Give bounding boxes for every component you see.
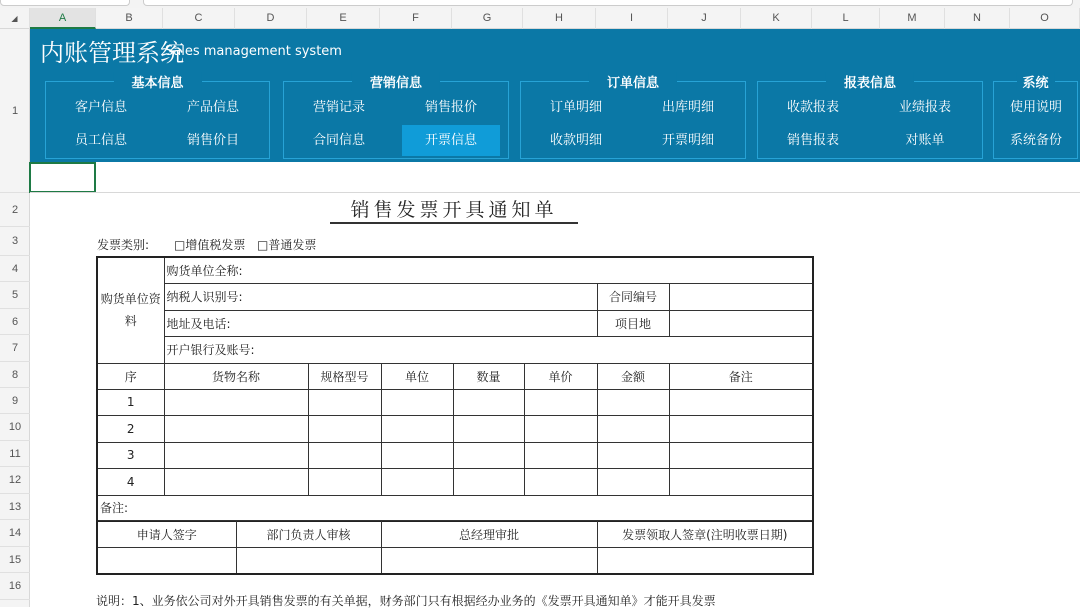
column-header[interactable]: C xyxy=(163,8,235,29)
nav-marketing-records[interactable]: 营销记录 xyxy=(312,100,365,115)
table-row xyxy=(97,468,813,495)
formula-input[interactable] xyxy=(143,0,1073,6)
cell[interactable] xyxy=(453,468,524,495)
group-title: 营销信息 xyxy=(352,72,440,91)
signature-cell[interactable] xyxy=(236,548,381,574)
selected-cell-a1[interactable] xyxy=(29,162,96,193)
table-row xyxy=(97,389,813,415)
column-header[interactable]: E xyxy=(307,8,380,29)
nav-receipt-report[interactable]: 收款报表 xyxy=(786,100,839,115)
line-number: 4 xyxy=(97,468,164,495)
cell[interactable] xyxy=(308,468,381,495)
column-header[interactable]: A xyxy=(30,8,96,29)
cell[interactable] xyxy=(381,442,453,468)
header-cell: 数量 xyxy=(453,363,524,389)
invoice-form-table xyxy=(96,256,814,522)
nav-sales-price[interactable]: 销售价目 xyxy=(186,133,239,148)
form-note: 说明：1、业务依公司对外开具销售发票的有关单据，财务部门只有根据经办业务的《发票开具通知单》才能开具发票 xyxy=(96,594,716,608)
cell[interactable] xyxy=(669,468,813,495)
cell[interactable] xyxy=(308,415,381,442)
remark-field[interactable]: 备注: xyxy=(97,495,813,521)
nav-sales-quote[interactable]: 销售报价 xyxy=(424,100,477,115)
row-header[interactable]: 8 xyxy=(0,362,30,388)
row-header[interactable]: 7 xyxy=(0,335,30,362)
cell[interactable] xyxy=(381,468,453,495)
name-box[interactable] xyxy=(0,0,130,6)
app-title: 内账管理系统 xyxy=(40,39,184,67)
nav-customer-info[interactable]: 客户信息 xyxy=(74,100,127,115)
invoice-type-label: 发票类别: xyxy=(97,238,150,252)
contract-no-label: 合同编号 xyxy=(597,283,669,310)
cell[interactable] xyxy=(164,389,308,415)
row-header[interactable]: 3 xyxy=(0,227,30,256)
row-header[interactable]: 12 xyxy=(0,467,30,494)
header-cell: 备注 xyxy=(669,363,813,389)
nav-performance-report[interactable]: 业绩报表 xyxy=(898,100,951,115)
cell[interactable] xyxy=(308,442,381,468)
select-all-corner[interactable]: ◢ xyxy=(0,8,30,29)
cell[interactable] xyxy=(308,389,381,415)
row-header[interactable]: 5 xyxy=(0,282,30,309)
cell[interactable] xyxy=(597,468,669,495)
column-header[interactable]: B xyxy=(96,8,163,29)
signature-label: 发票领取人签章(注明收票日期) xyxy=(597,521,813,548)
signature-label: 部门负责人审核 xyxy=(236,521,381,548)
nav-statement[interactable]: 对账单 xyxy=(905,133,945,148)
cell[interactable] xyxy=(524,415,597,442)
bank-field[interactable]: 开户银行及账号: xyxy=(164,336,813,363)
group-title: 基本信息 xyxy=(113,72,201,91)
cell[interactable] xyxy=(597,442,669,468)
signature-cell[interactable] xyxy=(597,548,813,574)
line-number: 2 xyxy=(97,415,164,442)
signature-cell[interactable] xyxy=(97,548,236,574)
column-header[interactable]: L xyxy=(812,8,880,29)
project-site-value[interactable] xyxy=(669,310,813,336)
cell[interactable] xyxy=(164,442,308,468)
nav-user-guide[interactable]: 使用说明 xyxy=(1009,100,1062,115)
header-cell: 单位 xyxy=(381,363,453,389)
row-header[interactable]: 2 xyxy=(0,193,30,227)
buyer-name-field[interactable]: 购货单位全称: xyxy=(164,257,813,283)
header-cell: 序 xyxy=(97,363,164,389)
row-header[interactable]: 16 xyxy=(0,573,30,600)
column-header[interactable]: G xyxy=(452,8,523,29)
buyer-section-label: 购货单位资料 xyxy=(97,257,164,363)
column-header[interactable]: I xyxy=(596,8,668,29)
row-header[interactable]: 1 xyxy=(0,29,30,193)
nav-product-info[interactable]: 产品信息 xyxy=(186,100,239,115)
contract-no-value[interactable] xyxy=(669,283,813,310)
nav-invoice-details[interactable]: 开票明细 xyxy=(661,133,714,148)
signature-label: 申请人签字 xyxy=(97,521,236,548)
row-header[interactable]: 13 xyxy=(0,494,30,520)
nav-order-details[interactable]: 订单明细 xyxy=(549,100,602,115)
header-cell: 金额 xyxy=(597,363,669,389)
cell[interactable] xyxy=(524,442,597,468)
column-header[interactable]: J xyxy=(668,8,741,29)
checkbox-vat-invoice[interactable]: □增值税发票 xyxy=(174,238,246,252)
line-number: 1 xyxy=(97,389,164,415)
cell[interactable] xyxy=(164,415,308,442)
cell[interactable] xyxy=(669,389,813,415)
header-cell: 单价 xyxy=(524,363,597,389)
formula-bar-area xyxy=(0,0,1080,8)
group-report-info xyxy=(757,76,983,159)
signature-label: 总经理审批 xyxy=(381,521,597,548)
row-header[interactable]: 10 xyxy=(0,414,30,441)
group-title: 报表信息 xyxy=(826,72,914,91)
group-marketing-info xyxy=(283,76,509,159)
row-header[interactable]: 14 xyxy=(0,520,30,547)
row-header[interactable]: 9 xyxy=(0,388,30,414)
nav-receipt-details[interactable]: 收款明细 xyxy=(549,133,602,148)
table-row xyxy=(97,442,813,468)
form-title: 销售发票开具通知单 xyxy=(330,198,578,224)
column-header[interactable]: F xyxy=(380,8,452,29)
column-header[interactable]: H xyxy=(523,8,596,29)
nav-contract-info[interactable]: 合同信息 xyxy=(312,133,365,148)
cell[interactable] xyxy=(164,468,308,495)
column-header[interactable]: M xyxy=(880,8,945,29)
row-header[interactable]: 15 xyxy=(0,547,30,573)
group-title: 订单信息 xyxy=(589,72,677,91)
column-header[interactable]: N xyxy=(945,8,1010,29)
cell[interactable] xyxy=(381,389,453,415)
column-header-bar xyxy=(0,8,1080,29)
signature-cell[interactable] xyxy=(381,548,597,574)
cell[interactable] xyxy=(669,415,813,442)
column-header[interactable]: D xyxy=(235,8,307,29)
column-header[interactable]: O xyxy=(1010,8,1080,29)
row-header-bar xyxy=(0,29,30,607)
cell[interactable] xyxy=(453,389,524,415)
group-title: 系统 xyxy=(1016,72,1054,91)
cell[interactable] xyxy=(524,389,597,415)
project-site-label: 项目地 xyxy=(597,310,669,336)
row-header[interactable]: 11 xyxy=(0,441,30,467)
row-header[interactable]: 6 xyxy=(0,309,30,335)
line-number: 3 xyxy=(97,442,164,468)
cell[interactable] xyxy=(669,442,813,468)
group-basic-info xyxy=(45,76,270,159)
header-cell: 货物名称 xyxy=(164,363,308,389)
group-order-info xyxy=(520,76,746,159)
cell[interactable] xyxy=(453,442,524,468)
cell[interactable] xyxy=(381,415,453,442)
table-row xyxy=(97,415,813,442)
cell[interactable] xyxy=(453,415,524,442)
group-system xyxy=(993,76,1078,159)
nav-outbound-details[interactable]: 出库明细 xyxy=(661,100,714,115)
grid-line xyxy=(30,192,1080,193)
cell[interactable] xyxy=(524,468,597,495)
nav-system-backup[interactable]: 系统备份 xyxy=(1009,133,1062,148)
tax-id-field[interactable]: 纳税人识别号: xyxy=(164,283,597,310)
column-header[interactable]: K xyxy=(741,8,812,29)
nav-invoice-info[interactable]: 开票信息 xyxy=(402,125,500,156)
cell[interactable] xyxy=(597,415,669,442)
cell[interactable] xyxy=(597,389,669,415)
checkbox-normal-invoice[interactable]: □普通发票 xyxy=(257,238,317,252)
nav-employee-info[interactable]: 员工信息 xyxy=(74,133,127,148)
header-cell: 规格型号 xyxy=(308,363,381,389)
row-header[interactable]: 4 xyxy=(0,256,30,282)
app-subtitle: Sales management system xyxy=(165,44,342,59)
address-field[interactable]: 地址及电话: xyxy=(164,310,597,336)
nav-sales-report[interactable]: 销售报表 xyxy=(786,133,839,148)
signature-table xyxy=(96,520,814,575)
